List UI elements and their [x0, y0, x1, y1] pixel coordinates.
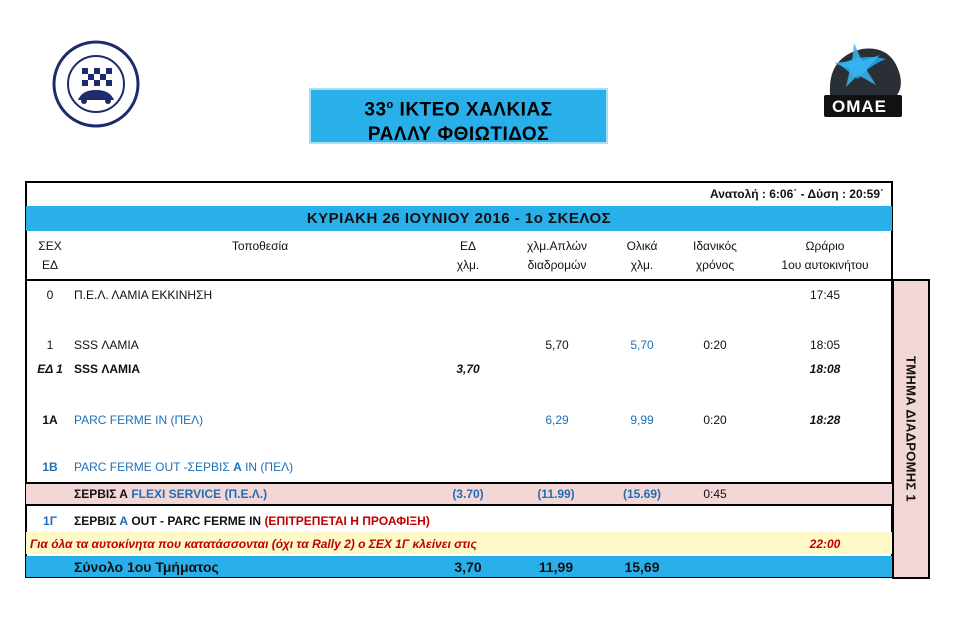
total-label: Σύνολο 1ου Τμήματος [74, 559, 219, 575]
row-location: PARC FERME IN (ΠΕΛ) [74, 413, 204, 427]
service-total-km: (15.69) [622, 487, 662, 501]
row-time: 17:45 [809, 288, 841, 302]
note-time: 22:00 [809, 537, 841, 551]
service-simple-km: (11.99) [537, 487, 575, 501]
event-ordinal: ο [386, 99, 394, 111]
row-time: 18:28 [809, 413, 841, 427]
row-code: ΕΔ 1 [37, 362, 63, 376]
event-title-line-2: ΡΑΛΛΥ ΦΘΙΩΤΙΔΟΣ [367, 124, 550, 146]
event-number: 33 [364, 99, 387, 121]
col-header-ed-km: ΕΔ χλμ. [456, 239, 480, 272]
row-code: 0 [46, 288, 54, 302]
day-header: ΚΥΡΙΑΚΗ 26 ΙΟΥΝΙΟΥ 2016 - 1ο ΣΚΕΛΟΣ [26, 206, 892, 231]
header-divider [26, 279, 892, 281]
row-code: 1 [46, 338, 54, 352]
row-simple-km: 6,29 [545, 413, 569, 427]
col-header-simple-km: χλμ.Απλών διαδρομών [526, 239, 588, 272]
row-location: SSS ΛΑΜΙΑ [74, 362, 141, 376]
row-ideal-time: 0:20 [703, 413, 727, 427]
total-simple-km: 11,99 [538, 559, 574, 575]
event-sponsor: ΙΚΤΕΟ ΧΑΛΚΙΑΣ [393, 99, 553, 121]
service-ideal-time: 0:45 [703, 487, 727, 501]
row-total-km: 5,70 [630, 338, 654, 352]
row-code: 1Α [42, 413, 58, 427]
row-ed-km: 3,70 [456, 362, 480, 376]
col-header-ideal-time: Ιδανικός χρόνος [693, 239, 737, 272]
omae-wordmark: ΟΜΑΕ [832, 97, 887, 116]
omae-logo [800, 35, 920, 130]
event-title-line-1 [311, 93, 606, 122]
club-logo [52, 40, 140, 128]
service-ed-km: (3.70) [452, 487, 484, 501]
total-ed-km: 3,70 [454, 559, 482, 575]
row-location: Π.Ε.Λ. ΛΑΜΙΑ ΕΚΚΙΝΗΣΗ [74, 288, 213, 302]
row-code: 1Β [42, 460, 58, 474]
row-time: 18:05 [809, 338, 841, 352]
row-code: 1Γ [43, 514, 57, 528]
section-label-text: ΤΜΗΜΑ ΔΙΑΔΡΟΜΗΣ 1 [903, 356, 919, 502]
note-text: Για όλα τα αυτοκίνητα που κατατάσσονται (όχι τα Rally 2) ο ΣΕΧ 1Γ κλείνει στις [30, 537, 477, 551]
row-location: ΣΕΡΒΙΣ Α OUT - PARC FERME IN (ΕΠΙΤΡΕΠΕΤΑΙ Η ΠΡΟΑΦΙΞΗ) [74, 514, 430, 528]
total-total-km: 15,69 [624, 559, 660, 575]
col-header-schedule: Ωράριο 1ου αυτοκινήτου [781, 239, 869, 272]
col-header-total-km: Ολικά χλμ. [626, 239, 658, 272]
row-time: 18:08 [809, 362, 841, 376]
col-header-location: Τοποθεσία [231, 239, 289, 253]
sunrise-sunset: Ανατολή : 6:06΄ - Δύση : 20:59΄ [709, 187, 884, 201]
col-header-sex: ΣΕΧ ΕΔ [38, 239, 62, 272]
section-side-label [892, 279, 930, 579]
event-title [309, 88, 608, 144]
service-label: ΣΕΡΒΙΣ Α FLEXI SERVICE (Π.Ε.Λ.) [74, 487, 268, 501]
row-total-km: 9,99 [630, 413, 654, 427]
row-ideal-time: 0:20 [703, 338, 727, 352]
row-simple-km: 5,70 [545, 338, 569, 352]
row-location: PARC FERME OUT -ΣΕΡΒΙΣ Α IN (ΠΕΛ) [74, 460, 294, 474]
row-location: SSS ΛΑΜΙΑ [74, 338, 139, 352]
